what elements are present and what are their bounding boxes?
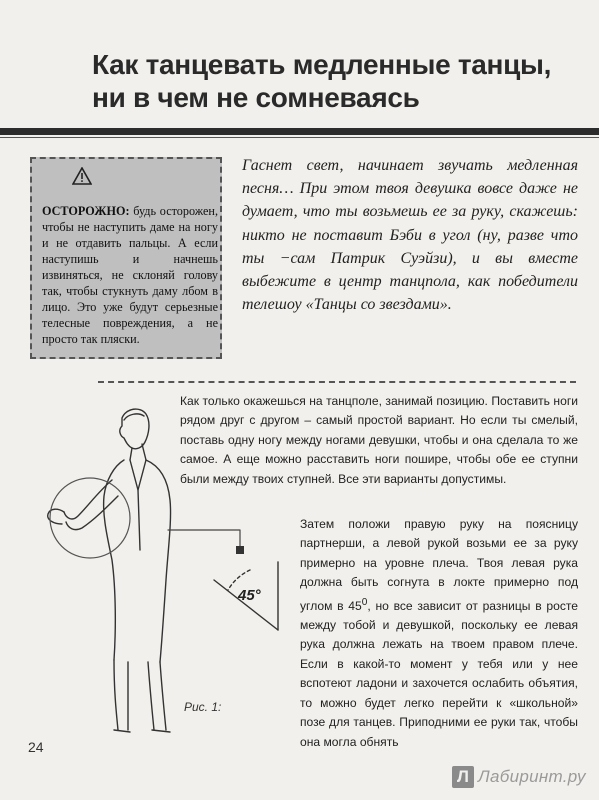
warning-triangle-icon [72,167,92,185]
watermark-text: Лабиринт.ру [478,767,586,786]
figure-caption: Рис. 1: [184,700,222,714]
warning-box [30,157,222,359]
intro-paragraph: Гаснет свет, начинает звучать медленная песня… При этом твоя девушка вовсе даже не думает, что ты возьмешь ее за руку, скажешь: никто не поставит Бэби в угол (ну, разве что ты −сам Патрик Суэйзи), и вы вместе выбежите в центр танцпола, как победители телешоу «Танцы со звездами». [242,157,578,314]
body-paragraph-2 [300,515,578,752]
title-underline-thin [0,137,599,138]
dashed-separator [98,381,576,383]
page-number: 24 [28,739,44,755]
body-paragraph-1: Как только окажешься на танцполе, занимай позицию. Поставить ноги рядом друг с другом – самый простой вариант. Но если ты смелый, поставь одну ногу между ногами девушки, чтобы и она сделала то же самое. А еще можно расставить ноги пошире, чтобы обе ее ступни были между твоих ступней. Все эти варианты допустимы. [180,394,578,486]
title-underline-thick [0,128,599,135]
warning-text [42,203,218,347]
warning-label: ОСТОРОЖНО: [42,204,130,218]
warning-body: будь осторожен, чтобы не наступить даме на ногу и не отдавить пальцы. А если наступишь и начнешь извиняться, не склоняй голову так, чтобы стукнуть даму лбом в лицо. Это уже будут серьезные телесные повреждения, а не просто так пляски. [42,204,218,346]
para2-before: Затем положи правую руку на поясницу партнерши, а левой рукой возьми ее за руку примерно на уровне плеча. Твоя левая рука должна быть согнута в локте примерно под углом в 45 [300,517,578,613]
watermark-logo-letter: Л [457,767,469,786]
angle-label: 45° [238,587,261,604]
watermark [452,766,592,794]
para2-after: , но все зависит от разницы в росте между тобой и девушкой, поскольку ее левая рука должна лежать на твоем правом плече. Если в какой-то момент у тебя или у нее вспотеют ладони и захочется ослабить объятия, то можно будет легко перейти к «школьной» позе для танцев. Приподними ее руки так, чтобы она могла обнять [300,598,578,749]
page-title: Как танцевать медленные танцы, ни в чем не сомневаясь [92,49,552,113]
degree-superscript: 0 [361,596,368,608]
dancer-illustration [28,400,308,740]
